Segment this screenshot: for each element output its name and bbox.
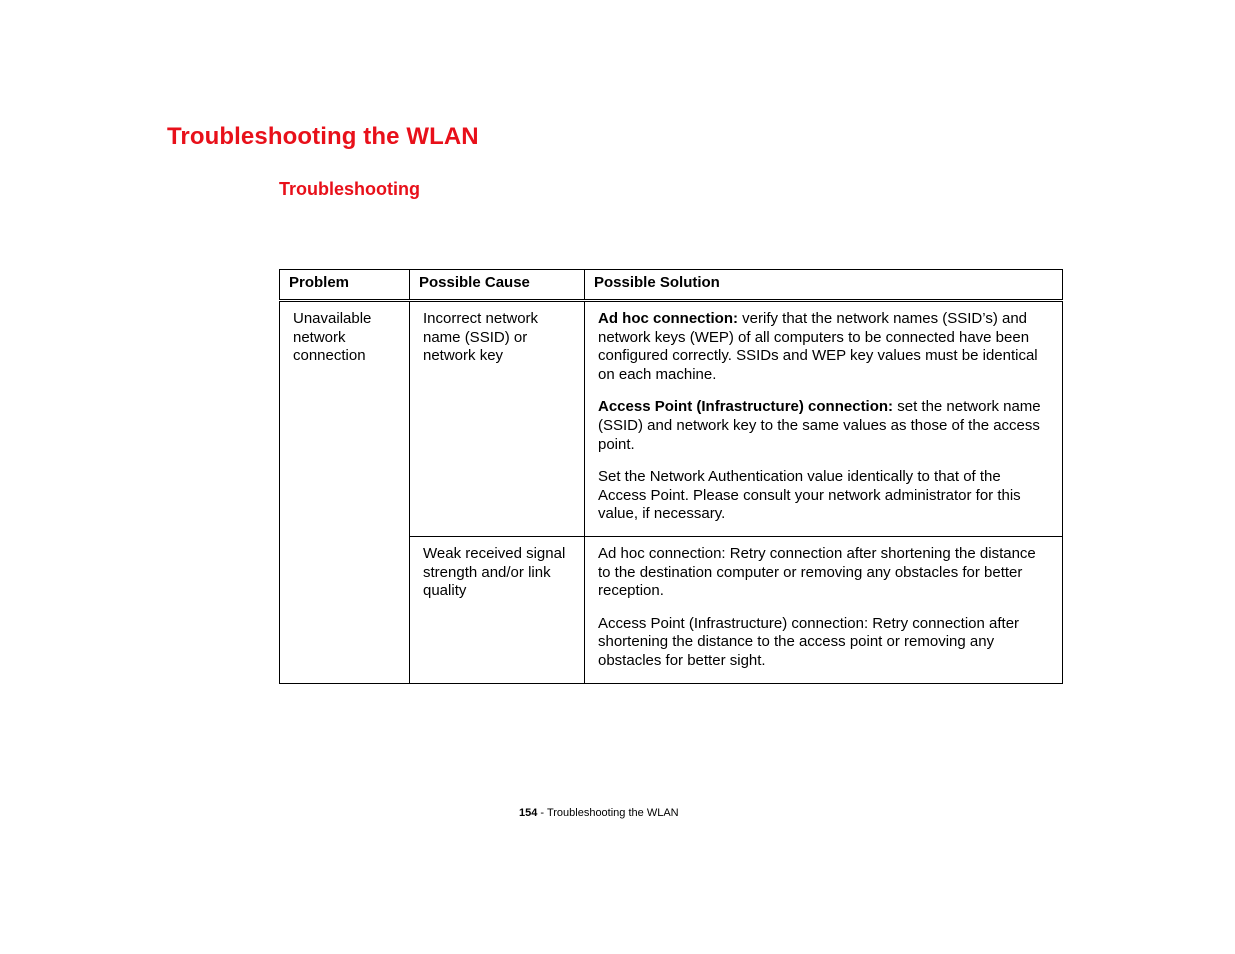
problem-cell: Unavailable network connection	[280, 301, 410, 684]
header-problem: Problem	[280, 270, 410, 301]
page-title: Troubleshooting the WLAN	[167, 123, 479, 150]
footer-label: Troubleshooting the WLAN	[546, 807, 679, 819]
solution-paragraph	[598, 310, 1052, 384]
solution-lead: Ad hoc connection:	[598, 310, 738, 327]
header-possible-cause: Possible Cause	[410, 270, 585, 301]
section-title: Troubleshooting	[279, 179, 420, 199]
table-header-row	[280, 270, 1063, 301]
solution-text: Ad hoc connection: Retry connection after shortening the distance to the destination computer or removing any obstacles for better reception.	[598, 544, 1036, 600]
solution-paragraph	[598, 545, 1052, 601]
solution-lead: Access Point (Infrastructure) connection:	[598, 398, 894, 416]
page-footer	[519, 807, 679, 819]
solution-text: verify that the network names (SSID’s) and network keys (WEP) of all computers to be connected have been configured correctly. SSIDs and WEP key values must be identical on each machine.	[598, 310, 1038, 383]
solution-text: Set the Network Authentication value identically to that of the Access Point. Please consult your network administrator for this value, if necessary.	[598, 468, 1021, 523]
header-possible-solution: Possible Solution	[585, 270, 1063, 301]
footer-separator: -	[537, 807, 547, 819]
troubleshooting-table	[279, 269, 1063, 684]
solution-cell	[585, 301, 1063, 537]
solution-text: set the network name (SSID) and network key to the same values as those of the access point.	[598, 398, 1041, 453]
cause-cell: Incorrect network name (SSID) or network key	[410, 301, 585, 537]
solution-paragraph	[598, 615, 1052, 671]
cause-cell: Weak received signal strength and/or link quality	[410, 536, 585, 683]
solution-text: Access Point (Infrastructure) connection: Retry connection after shortening the distance to the access point or removing any obstacles for better sight.	[598, 614, 1020, 669]
solution-paragraph	[598, 398, 1052, 454]
solution-paragraph	[598, 468, 1052, 524]
solution-cell	[585, 536, 1063, 683]
table-row	[280, 301, 1063, 537]
page-number: 154	[519, 807, 538, 819]
